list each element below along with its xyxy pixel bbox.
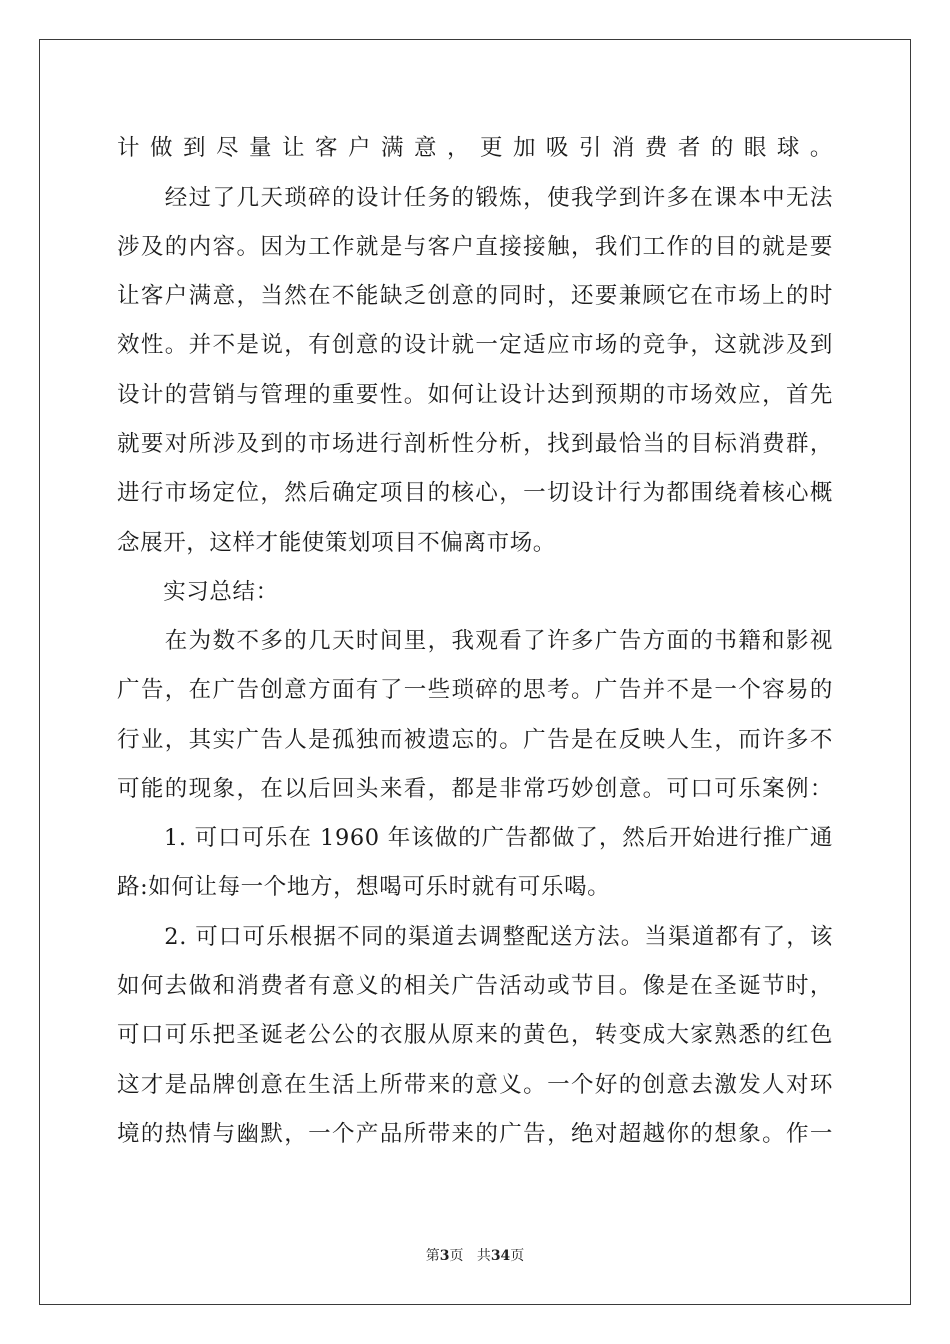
text-line: 设计的营销与管理的重要性。如何让设计达到预期的市场效应，首先 [117,382,833,408]
text-line: 路:如何让每一个地方，想喝可乐时就有可乐喝。 [117,874,611,900]
text-line: 广告，在广告创意方面有了一些琐碎的思考。广告并不是一个容易的 [117,677,833,703]
text-line: 经过了几天琐碎的设计任务的锻炼，使我学到许多在课本中无法 [117,185,833,211]
total-prefix: 共 [476,1248,491,1264]
text-line: 进行市场定位，然后确定项目的核心，一切设计行为都围绕着核心概 [117,480,833,506]
text-line: 境的热情与幽默，一个产品所带来的广告，绝对超越你的想象。作一 [117,1121,833,1147]
text-line: 可口可乐把圣诞老公公的衣服从原来的黄色，转变成大家熟悉的红色 [117,1022,833,1048]
page-suffix: 页 [449,1248,464,1264]
page-border [39,39,911,1305]
text-line: 计做到尽量让客户满意，更加吸引消费者的眼球。 [117,135,833,161]
page-prefix: 第 [425,1248,440,1264]
text-line: 念展开，这样才能使策划项目不偏离市场。 [117,530,556,556]
page-number: 3 [439,1248,450,1264]
text-line: 可能的现象，在以后回头来看，都是非常巧妙创意。可口可乐案例： [117,776,833,802]
text-line: 涉及的内容。因为工作就是与客户直接接触，我们工作的目的就是要 [117,234,833,260]
text-line: 让客户满意，当然在不能缺乏创意的同时，还要兼顾它在市场上的时 [117,283,833,309]
text-line: 行业，其实广告人是孤独而被遗忘的。广告是在反映人生，而许多不 [117,727,833,753]
page-footer [0,1247,950,1265]
section-heading: 实习总结： [117,579,279,605]
list-item-1: 1. 可口可乐在 1960 年该做的广告都做了，然后开始进行推广通 [117,825,833,851]
text-line: 如何去做和消费者有意义的相关广告活动或节目。像是在圣诞节时， [117,973,833,999]
list-item-2: 2. 可口可乐根据不同的渠道去调整配送方法。当渠道都有了，该 [117,924,833,950]
total-pages: 34 [490,1248,511,1264]
text-line: 这才是品牌创意在生活上所带来的意义。一个好的创意去激发人对环 [117,1072,833,1098]
text-line: 就要对所涉及到的市场进行剖析性分析，找到最恰当的目标消费群， [117,431,833,457]
text-line: 效性。并不是说，有创意的设计就一定适应市场的竞争，这就涉及到 [117,332,833,358]
total-suffix: 页 [510,1248,525,1264]
text-line: 在为数不多的几天时间里，我观看了许多广告方面的书籍和影视 [117,628,833,654]
